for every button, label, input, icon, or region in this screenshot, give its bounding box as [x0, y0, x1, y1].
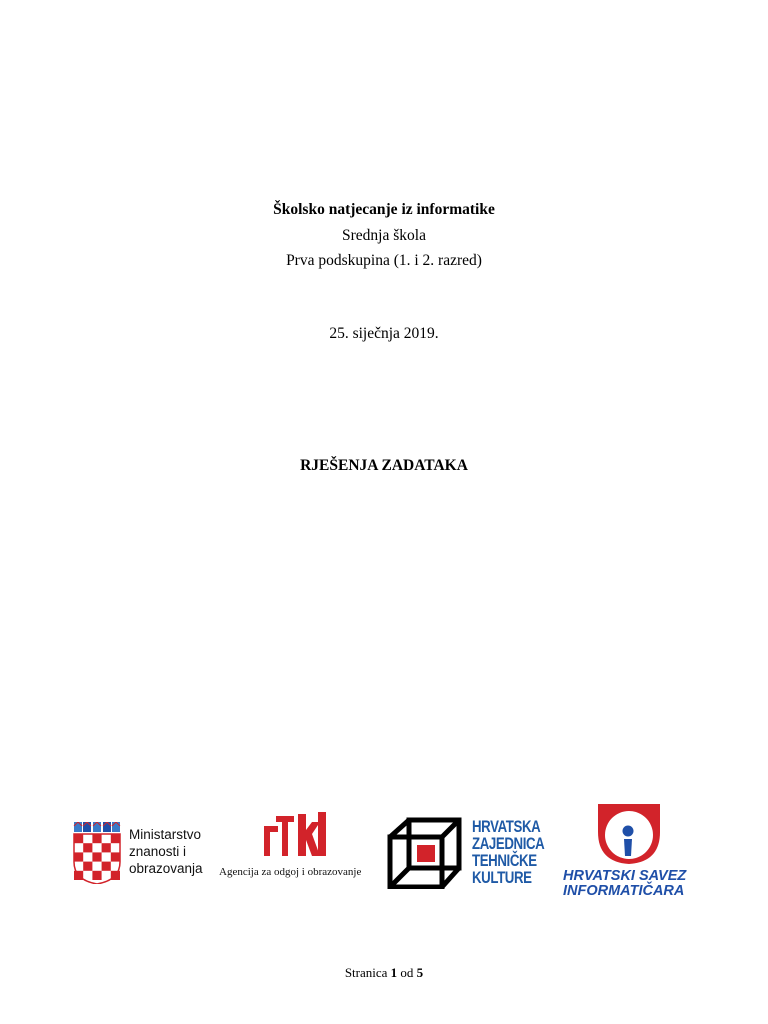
- total-pages: 5: [416, 965, 424, 980]
- shield-check: [83, 843, 92, 852]
- page-prefix: Stranica: [344, 965, 388, 980]
- shield-check: [74, 852, 83, 861]
- croatian-coat-of-arms-icon: [72, 822, 122, 884]
- hztk-name-line: ZAJEDNICA: [472, 834, 545, 853]
- hztk-name-line: HRVATSKA: [472, 817, 541, 836]
- shield-check: [92, 834, 101, 843]
- shield-check: [92, 871, 101, 880]
- shield-check: [102, 862, 111, 871]
- group-subtitle: Prva podskupina (1. i 2. razred): [286, 252, 482, 269]
- agency-name: Agencija za odgoj i obrazovanje: [219, 866, 362, 878]
- shield-check: [74, 834, 83, 843]
- hsin-keyhole-logo-icon: [596, 802, 662, 866]
- ministry-name-line: Ministarstvo: [129, 827, 202, 842]
- page-number: [0, 965, 768, 981]
- hztk-name: [472, 817, 545, 887]
- document-title: Školsko natjecanje iz informatike: [273, 201, 495, 218]
- school-level: Srednja škola: [342, 227, 426, 244]
- page-of: od: [400, 965, 414, 980]
- shield-check: [83, 862, 92, 871]
- ministry-name: [129, 826, 219, 877]
- shield-check: [74, 871, 83, 880]
- shield-check: [111, 834, 120, 843]
- shield-check: [111, 871, 120, 880]
- wire-cube-icon: [387, 817, 463, 889]
- shield-check: [102, 843, 111, 852]
- hsin-name-line: HRVATSKI SAVEZ: [563, 868, 687, 884]
- hztk-name-line: KULTURE: [472, 868, 532, 887]
- ministry-name-line: obrazovanja: [129, 861, 203, 876]
- competition-date: 25. siječnja 2019.: [329, 325, 439, 342]
- hsin-name: [563, 869, 703, 899]
- hztk-name-line: TEHNIČKE: [472, 851, 537, 870]
- current-page: 1: [390, 965, 398, 980]
- hsin-name-line: INFORMATIČARA: [563, 883, 685, 899]
- azoo-logo-icon: [262, 812, 328, 858]
- shield-check: [111, 852, 120, 861]
- ministry-name-line: znanosti i: [129, 844, 187, 859]
- solutions-heading: RJEŠENJA ZADATAKA: [300, 457, 468, 474]
- shield-check: [92, 852, 101, 861]
